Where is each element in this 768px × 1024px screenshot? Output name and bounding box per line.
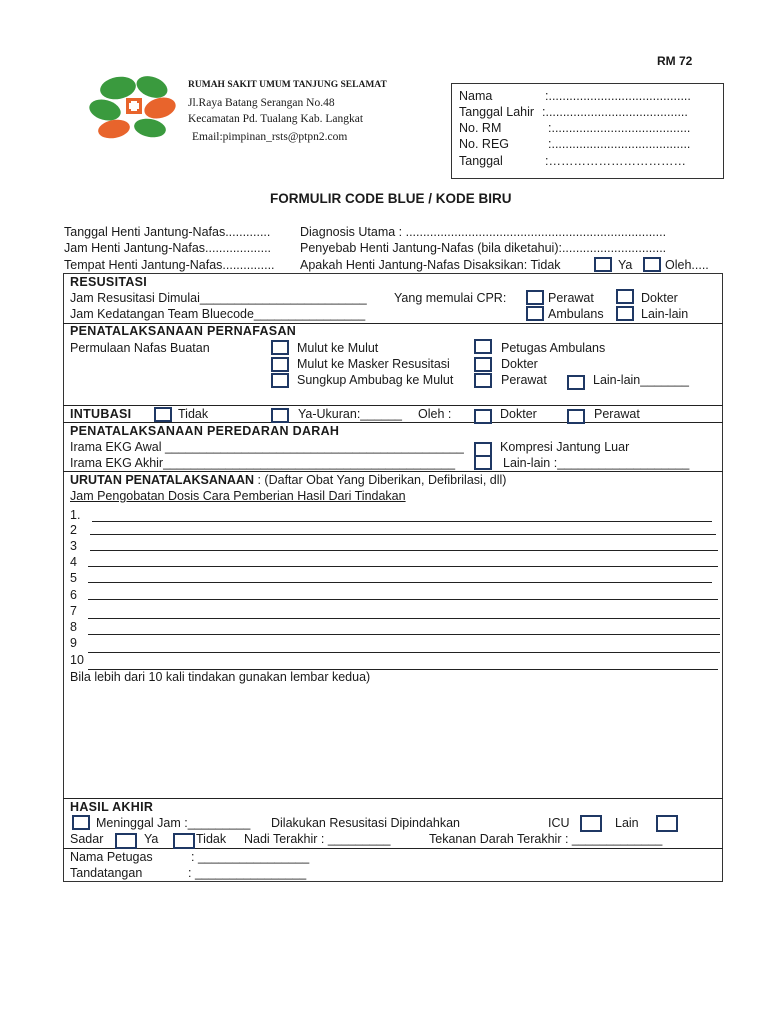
tandatangan-field[interactable]: : ________________ xyxy=(188,866,307,880)
urutan-number: 9 xyxy=(70,636,77,650)
hospital-address-2: Kecamatan Pd. Tualang Kab. Langkat xyxy=(188,113,364,125)
sadar-ya-label: Ya xyxy=(144,832,159,846)
intubasi-dokter-checkbox[interactable] xyxy=(474,409,492,424)
disaksikan-tidak-checkbox[interactable] xyxy=(594,257,612,272)
peredaran-heading: PENATALAKSANAAN PEREDARAN DARAH xyxy=(70,424,340,438)
urutan-entry-line[interactable] xyxy=(88,599,718,600)
urutan-entry-line[interactable] xyxy=(88,634,720,635)
urutan-number: 10 xyxy=(70,653,84,667)
sungkup-ambubag-checkbox[interactable] xyxy=(271,373,289,388)
tanggal-lahir-label: Tanggal Lahir xyxy=(459,105,535,119)
urutan-number: 1. xyxy=(70,508,81,522)
section-divider xyxy=(63,422,723,423)
section-divider xyxy=(63,405,723,406)
peredaran-lain-field[interactable]: Lain-lain :___________________ xyxy=(503,456,690,470)
tanggal-lahir-field[interactable]: :......................................... xyxy=(542,105,688,119)
tandatangan-label: Tandatangan xyxy=(70,866,143,880)
sungkup-ambubag-label: Sungkup Ambubag ke Mulut xyxy=(297,373,454,387)
jam-team-bluecode-field[interactable]: Jam Kedatangan Team Bluecode________________ xyxy=(70,307,366,321)
section-divider xyxy=(63,798,723,799)
rm-code: RM 72 xyxy=(657,54,693,68)
urutan-entry-line[interactable] xyxy=(90,550,718,551)
hospital-name: RUMAH SAKIT UMUM TANJUNG SELAMAT xyxy=(188,80,387,90)
nafas-dokter-label: Dokter xyxy=(501,357,538,371)
urutan-heading-row xyxy=(70,473,506,487)
yang-memulai-label: Yang memulai CPR: xyxy=(394,291,507,305)
intubasi-perawat-checkbox[interactable] xyxy=(567,409,585,424)
urutan-entry-line[interactable] xyxy=(88,618,720,619)
dipindahkan-label: Dilakukan Resusitasi Dipindahkan xyxy=(271,816,460,830)
petugas-ambulans-label: Petugas Ambulans xyxy=(501,341,606,355)
cpr-ambulans-checkbox[interactable] xyxy=(526,306,544,321)
cpr-ambulans-label: Ambulans xyxy=(548,307,604,321)
jam-resusitasi-field[interactable]: Jam Resusitasi Dimulai________________________ xyxy=(70,291,367,305)
urutan-number: 5 xyxy=(70,571,77,585)
intubasi-perawat-label: Perawat xyxy=(594,407,640,421)
ekg-akhir-field[interactable]: Irama EKG Akhir__________________________________________ xyxy=(70,456,456,470)
intubasi-ya-checkbox[interactable] xyxy=(271,408,289,423)
jam-henti-field[interactable]: Jam Henti Jantung-Nafas................... xyxy=(64,241,272,255)
cpr-lain-label: Lain-lain xyxy=(641,307,689,321)
form-title: FORMULIR CODE BLUE / KODE BIRU xyxy=(270,191,512,206)
hospital-email: Email:pimpinan_rsts@ptpn2.com xyxy=(192,131,348,143)
tanggal-henti-field[interactable]: Tanggal Henti Jantung-Nafas............. xyxy=(64,225,271,239)
cpr-dokter-checkbox[interactable] xyxy=(616,289,634,304)
penyebab-henti-field[interactable]: Penyebab Henti Jantung-Nafas (bila diketahui):.............................. xyxy=(300,241,667,255)
nafas-lain-field[interactable]: Lain-lain_______ xyxy=(593,373,689,387)
tanggal-field[interactable]: :…………………………… xyxy=(545,154,686,168)
cpr-lain-checkbox[interactable] xyxy=(616,306,634,321)
intubasi-tidak-label: Tidak xyxy=(178,407,209,421)
urutan-number: 6 xyxy=(70,588,77,602)
urutan-number: 4 xyxy=(70,555,77,569)
icu-label: ICU xyxy=(548,816,570,830)
urutan-entry-line[interactable] xyxy=(88,582,712,583)
cpr-perawat-label: Perawat xyxy=(548,291,594,305)
urutan-entry-line[interactable] xyxy=(90,534,716,535)
meninggal-checkbox[interactable] xyxy=(72,815,90,830)
lain-checkbox[interactable] xyxy=(656,815,678,832)
nafas-dokter-checkbox[interactable] xyxy=(474,357,492,372)
no-reg-label: No. REG xyxy=(459,137,510,151)
nadi-terakhir-field[interactable]: Nadi Terakhir : _________ xyxy=(244,832,391,846)
urutan-columns: Jam Pengobatan Dosis Cara Pemberian Hasil Dari Tindakan xyxy=(70,489,406,503)
permulaan-nafas-label: Permulaan Nafas Buatan xyxy=(70,341,210,355)
urutan-entry-line[interactable] xyxy=(88,566,718,567)
no-rm-label: No. RM xyxy=(459,121,502,135)
cpr-perawat-checkbox[interactable] xyxy=(526,290,544,305)
nama-label: Nama xyxy=(459,89,493,103)
urutan-note: Bila lebih dari 10 kali tindakan gunakan lembar kedua) xyxy=(70,670,371,684)
tekanan-darah-field[interactable]: Tekanan Darah Terakhir : _____________ xyxy=(429,832,663,846)
lain-label: Lain xyxy=(615,816,639,830)
nama-field[interactable]: :......................................... xyxy=(545,89,691,103)
urutan-entry-line[interactable] xyxy=(88,652,720,653)
kompresi-jantung-label: Kompresi Jantung Luar xyxy=(500,440,630,454)
disaksikan-oleh-field[interactable]: Oleh..... xyxy=(665,258,709,272)
no-rm-field[interactable]: :........................................ xyxy=(548,121,691,135)
tempat-henti-field[interactable]: Tempat Henti Jantung-Nafas............... xyxy=(64,258,275,272)
urutan-number: 7 xyxy=(70,604,77,618)
intubasi-oleh-label: Oleh : xyxy=(418,407,452,421)
mulut-ke-masker-label: Mulut ke Masker Resusitasi xyxy=(297,357,450,371)
urutan-subheading: : (Daftar Obat Yang Diberikan, Defibrilasi, dll) xyxy=(254,473,507,487)
mulut-ke-masker-checkbox[interactable] xyxy=(271,357,289,372)
mulut-ke-mulut-checkbox[interactable] xyxy=(271,340,289,355)
intubasi-tidak-checkbox[interactable] xyxy=(154,407,172,422)
nama-petugas-field[interactable]: : ________________ xyxy=(191,850,310,864)
resusitasi-heading: RESUSITASI xyxy=(70,275,148,289)
intubasi-heading: INTUBASI xyxy=(70,407,132,421)
urutan-heading: URUTAN PENATALAKSANAAN xyxy=(70,473,255,487)
tanggal-label: Tanggal xyxy=(459,154,503,168)
section-divider xyxy=(63,471,723,472)
no-reg-field[interactable]: :........................................ xyxy=(548,137,691,151)
disaksikan-ya-label: Ya xyxy=(618,258,633,272)
nafas-lain-checkbox[interactable] xyxy=(567,375,585,390)
ekg-awal-field[interactable]: Irama EKG Awal ___________________________________________ xyxy=(70,440,464,454)
disaksikan-label: Apakah Henti Jantung-Nafas Disaksikan: Tidak xyxy=(300,258,561,272)
sadar-label: Sadar xyxy=(70,832,104,846)
disaksikan-ya-checkbox[interactable] xyxy=(643,257,661,272)
mulut-ke-mulut-label: Mulut ke Mulut xyxy=(297,341,379,355)
urutan-number: 2 xyxy=(70,523,77,537)
intubasi-ukuran-field[interactable]: Ya-Ukuran:______ xyxy=(298,407,403,421)
sadar-tidak-checkbox[interactable] xyxy=(173,833,195,849)
nafas-perawat-label: Perawat xyxy=(501,373,547,387)
urutan-number: 3 xyxy=(70,539,77,553)
hospital-logo xyxy=(88,74,180,140)
intubasi-dokter-label: Dokter xyxy=(500,407,537,421)
urutan-number: 8 xyxy=(70,620,77,634)
section-divider xyxy=(63,848,723,849)
diagnosis-utama-field[interactable]: Diagnosis Utama : ........................................................................... xyxy=(300,225,667,239)
sadar-ya-checkbox[interactable] xyxy=(115,833,137,849)
hasil-akhir-heading: HASIL AKHIR xyxy=(70,800,154,814)
petugas-ambulans-checkbox[interactable] xyxy=(474,339,492,354)
hospital-address-1: Jl.Raya Batang Serangan No.48 xyxy=(188,97,335,109)
pernafasan-heading: PENATALAKSANAAN PERNAFASAN xyxy=(70,324,297,338)
cpr-dokter-label: Dokter xyxy=(641,291,678,305)
icu-checkbox[interactable] xyxy=(580,815,602,832)
peredaran-lain-checkbox[interactable] xyxy=(474,455,492,470)
meninggal-jam-field[interactable]: Meninggal Jam :_________ xyxy=(96,816,251,830)
nafas-perawat-checkbox[interactable] xyxy=(474,373,492,388)
urutan-entry-line[interactable] xyxy=(92,521,712,522)
sadar-tidak-label: Tidak xyxy=(196,832,227,846)
nama-petugas-label: Nama Petugas xyxy=(70,850,153,864)
